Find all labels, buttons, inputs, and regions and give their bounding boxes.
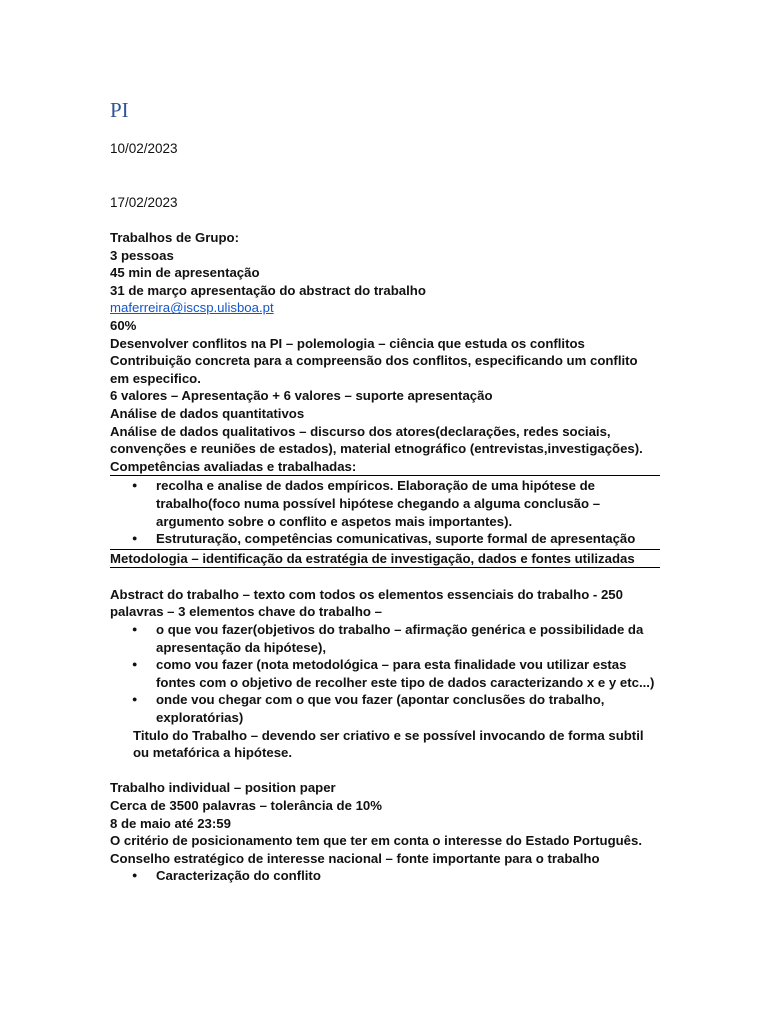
- document-title: PI: [110, 98, 129, 122]
- text-line: Análise de dados quantitativos: [110, 405, 305, 421]
- text-line: Metodologia – identificação da estratégia de investigação, dados e fontes utilizadas: [110, 550, 660, 569]
- list-item: ● como vou fazer (nota metodológica – para esta finalidade vou utilizar estas fontes com o objetivo de recolher este tipo de dados caracterizando x e y etc...): [110, 656, 660, 691]
- text-line: 31 de março apresentação do abstract do trabalho: [110, 282, 426, 298]
- list-item: ● Caracterização do conflito: [110, 867, 660, 885]
- text-line: Abstract do trabalho – texto com todos os elementos essenciais do trabalho - 250 palavras – 3 elementos chave do trabalho –: [110, 586, 623, 620]
- abstract-list: [110, 621, 660, 727]
- text-line: 6 valores – Apresentação + 6 valores – suporte apresentação: [110, 388, 493, 404]
- text-line: 3 pessoas: [110, 247, 174, 263]
- text-line: Desenvolver conflitos na PI – polemologia – ciência que estuda os conflitos: [110, 335, 585, 351]
- list-item: ● o que vou fazer(objetivos do trabalho – afirmação genérica e possibilidade da apresentação da hipótese),: [110, 621, 660, 656]
- text-line: Conselho estratégico de interesse nacional – fonte importante para o trabalho: [110, 850, 600, 866]
- text-line: 8 de maio até 23:59: [110, 815, 231, 831]
- competencias-list: [110, 475, 660, 549]
- list-item: ● onde vou chegar com o que vou fazer (apontar conclusões do trabalho, exploratórias): [110, 691, 660, 726]
- individual-list: [110, 867, 660, 885]
- text-line: O critério de posicionamento tem que ter em conta o interesse do Estado Português.: [110, 833, 643, 849]
- email-link[interactable]: maferreira@iscsp.ulisboa.pt: [110, 300, 274, 316]
- list-item: ● Estruturação, competências comunicativas, suporte formal de apresentação: [110, 530, 660, 548]
- list-item: ● recolha e analise de dados empíricos. Elaboração de uma hipótese de trabalho(foco numa possível hipótese chegando a alguma conclusão – argumento sobre o conflito e aspetos mais importantes).: [110, 477, 660, 530]
- document-body: [110, 229, 660, 885]
- section-heading: Trabalho individual – position paper: [110, 780, 336, 796]
- text-line: 60%: [110, 317, 137, 333]
- section-heading: Competências avaliadas e trabalhadas:: [110, 458, 357, 474]
- text-line: Titulo do Trabalho – devendo ser criativo e se possível invocando de forma subtil ou metafórica a hipótese.: [133, 727, 644, 761]
- text-line: Contribuição concreta para a compreensão dos conflitos, especificando um conflito em especifico.: [110, 353, 638, 386]
- date-heading: 10/02/2023: [110, 141, 178, 156]
- text-line: Cerca de 3500 palavras – tolerância de 10%: [110, 798, 382, 813]
- date-heading: 17/02/2023: [110, 195, 178, 210]
- text-line: Análise de dados qualitativos – discurso dos atores(declarações, redes sociais, convenções e reuniões de estados), material etnográfico (entrevistas,investigações).: [110, 423, 643, 457]
- section-heading: Trabalhos de Grupo:: [110, 230, 239, 245]
- text-line: 45 min de apresentação: [110, 265, 260, 281]
